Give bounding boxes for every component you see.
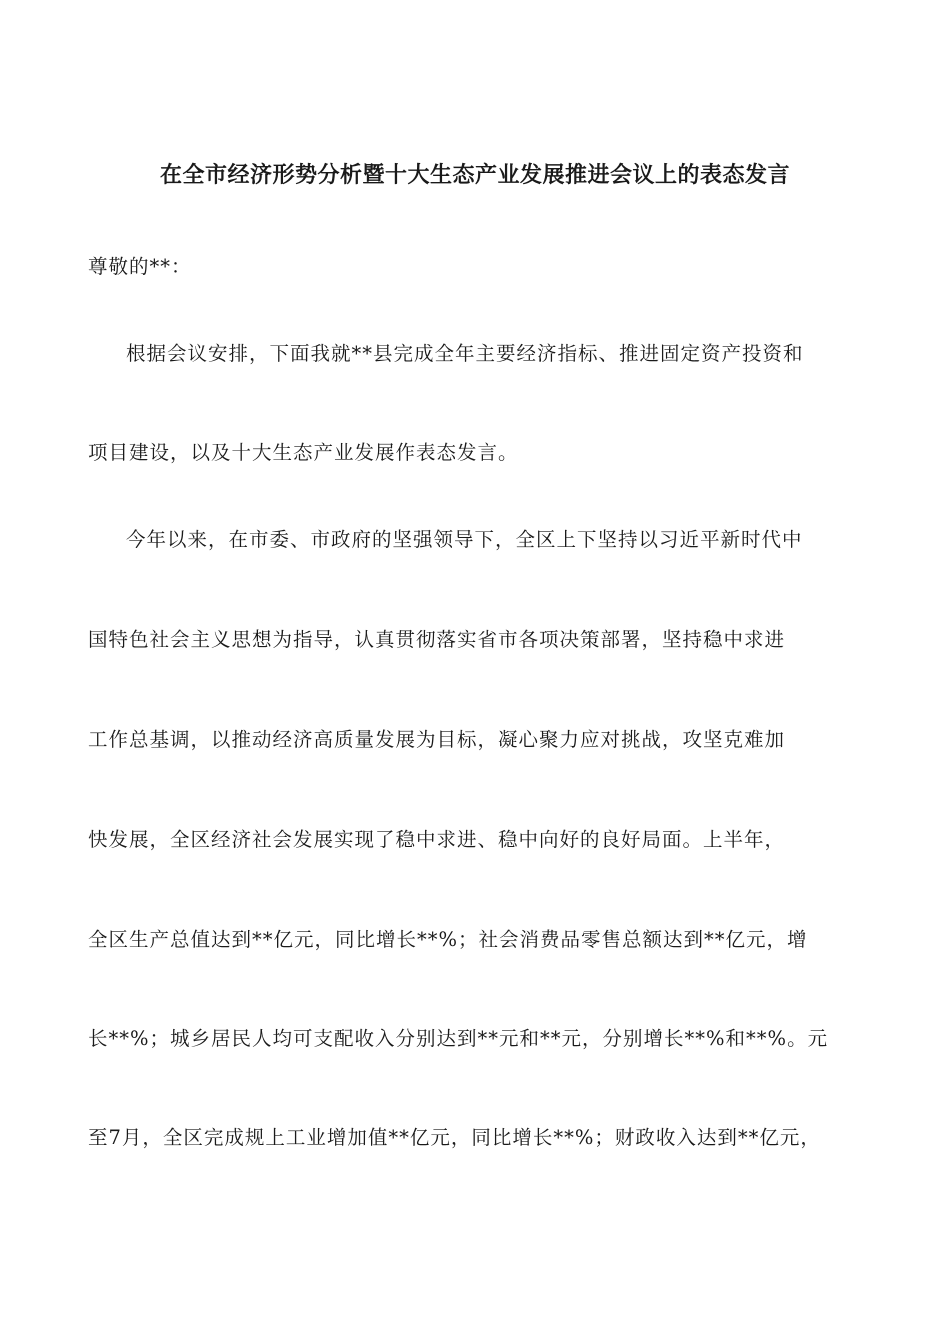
document-title: 在全市经济形势分析暨十大生态产业发展推进会议上的表态发言 [159, 162, 790, 188]
paragraph-line: 长**%；城乡居民人均可支配收入分别达到**元和**元，分别增长**%和**%。元 [88, 1027, 829, 1050]
paragraph-line: 全区生产总值达到**亿元，同比增长**%；社会消费品零售总额达到**亿元，增 [88, 928, 808, 951]
paragraph-line: 至7月，全区完成规上工业增加值**亿元，同比增长**%；财政收入达到**亿元， [88, 1126, 821, 1149]
paragraph-line: 快发展，全区经济社会发展实现了稳中求进、稳中向好的良好局面。上半年， [88, 828, 786, 851]
paragraph-line: 根据会议安排，下面我就**县完成全年主要经济指标、推进固定资产投资和 [126, 342, 804, 365]
salutation: 尊敬的**： [88, 255, 192, 278]
paragraph-line: 工作总基调，以推动经济高质量发展为目标，凝心聚力应对挑战，攻坚克难加 [88, 728, 786, 751]
paragraph-line: 今年以来，在市委、市政府的坚强领导下，全区上下坚持以习近平新时代中 [126, 528, 803, 551]
paragraph-line: 国特色社会主义思想为指导，认真贯彻落实省市各项决策部署，坚持稳中求进 [88, 628, 786, 651]
paragraph-line: 项目建设，以及十大生态产业发展作表态发言。 [88, 441, 519, 464]
